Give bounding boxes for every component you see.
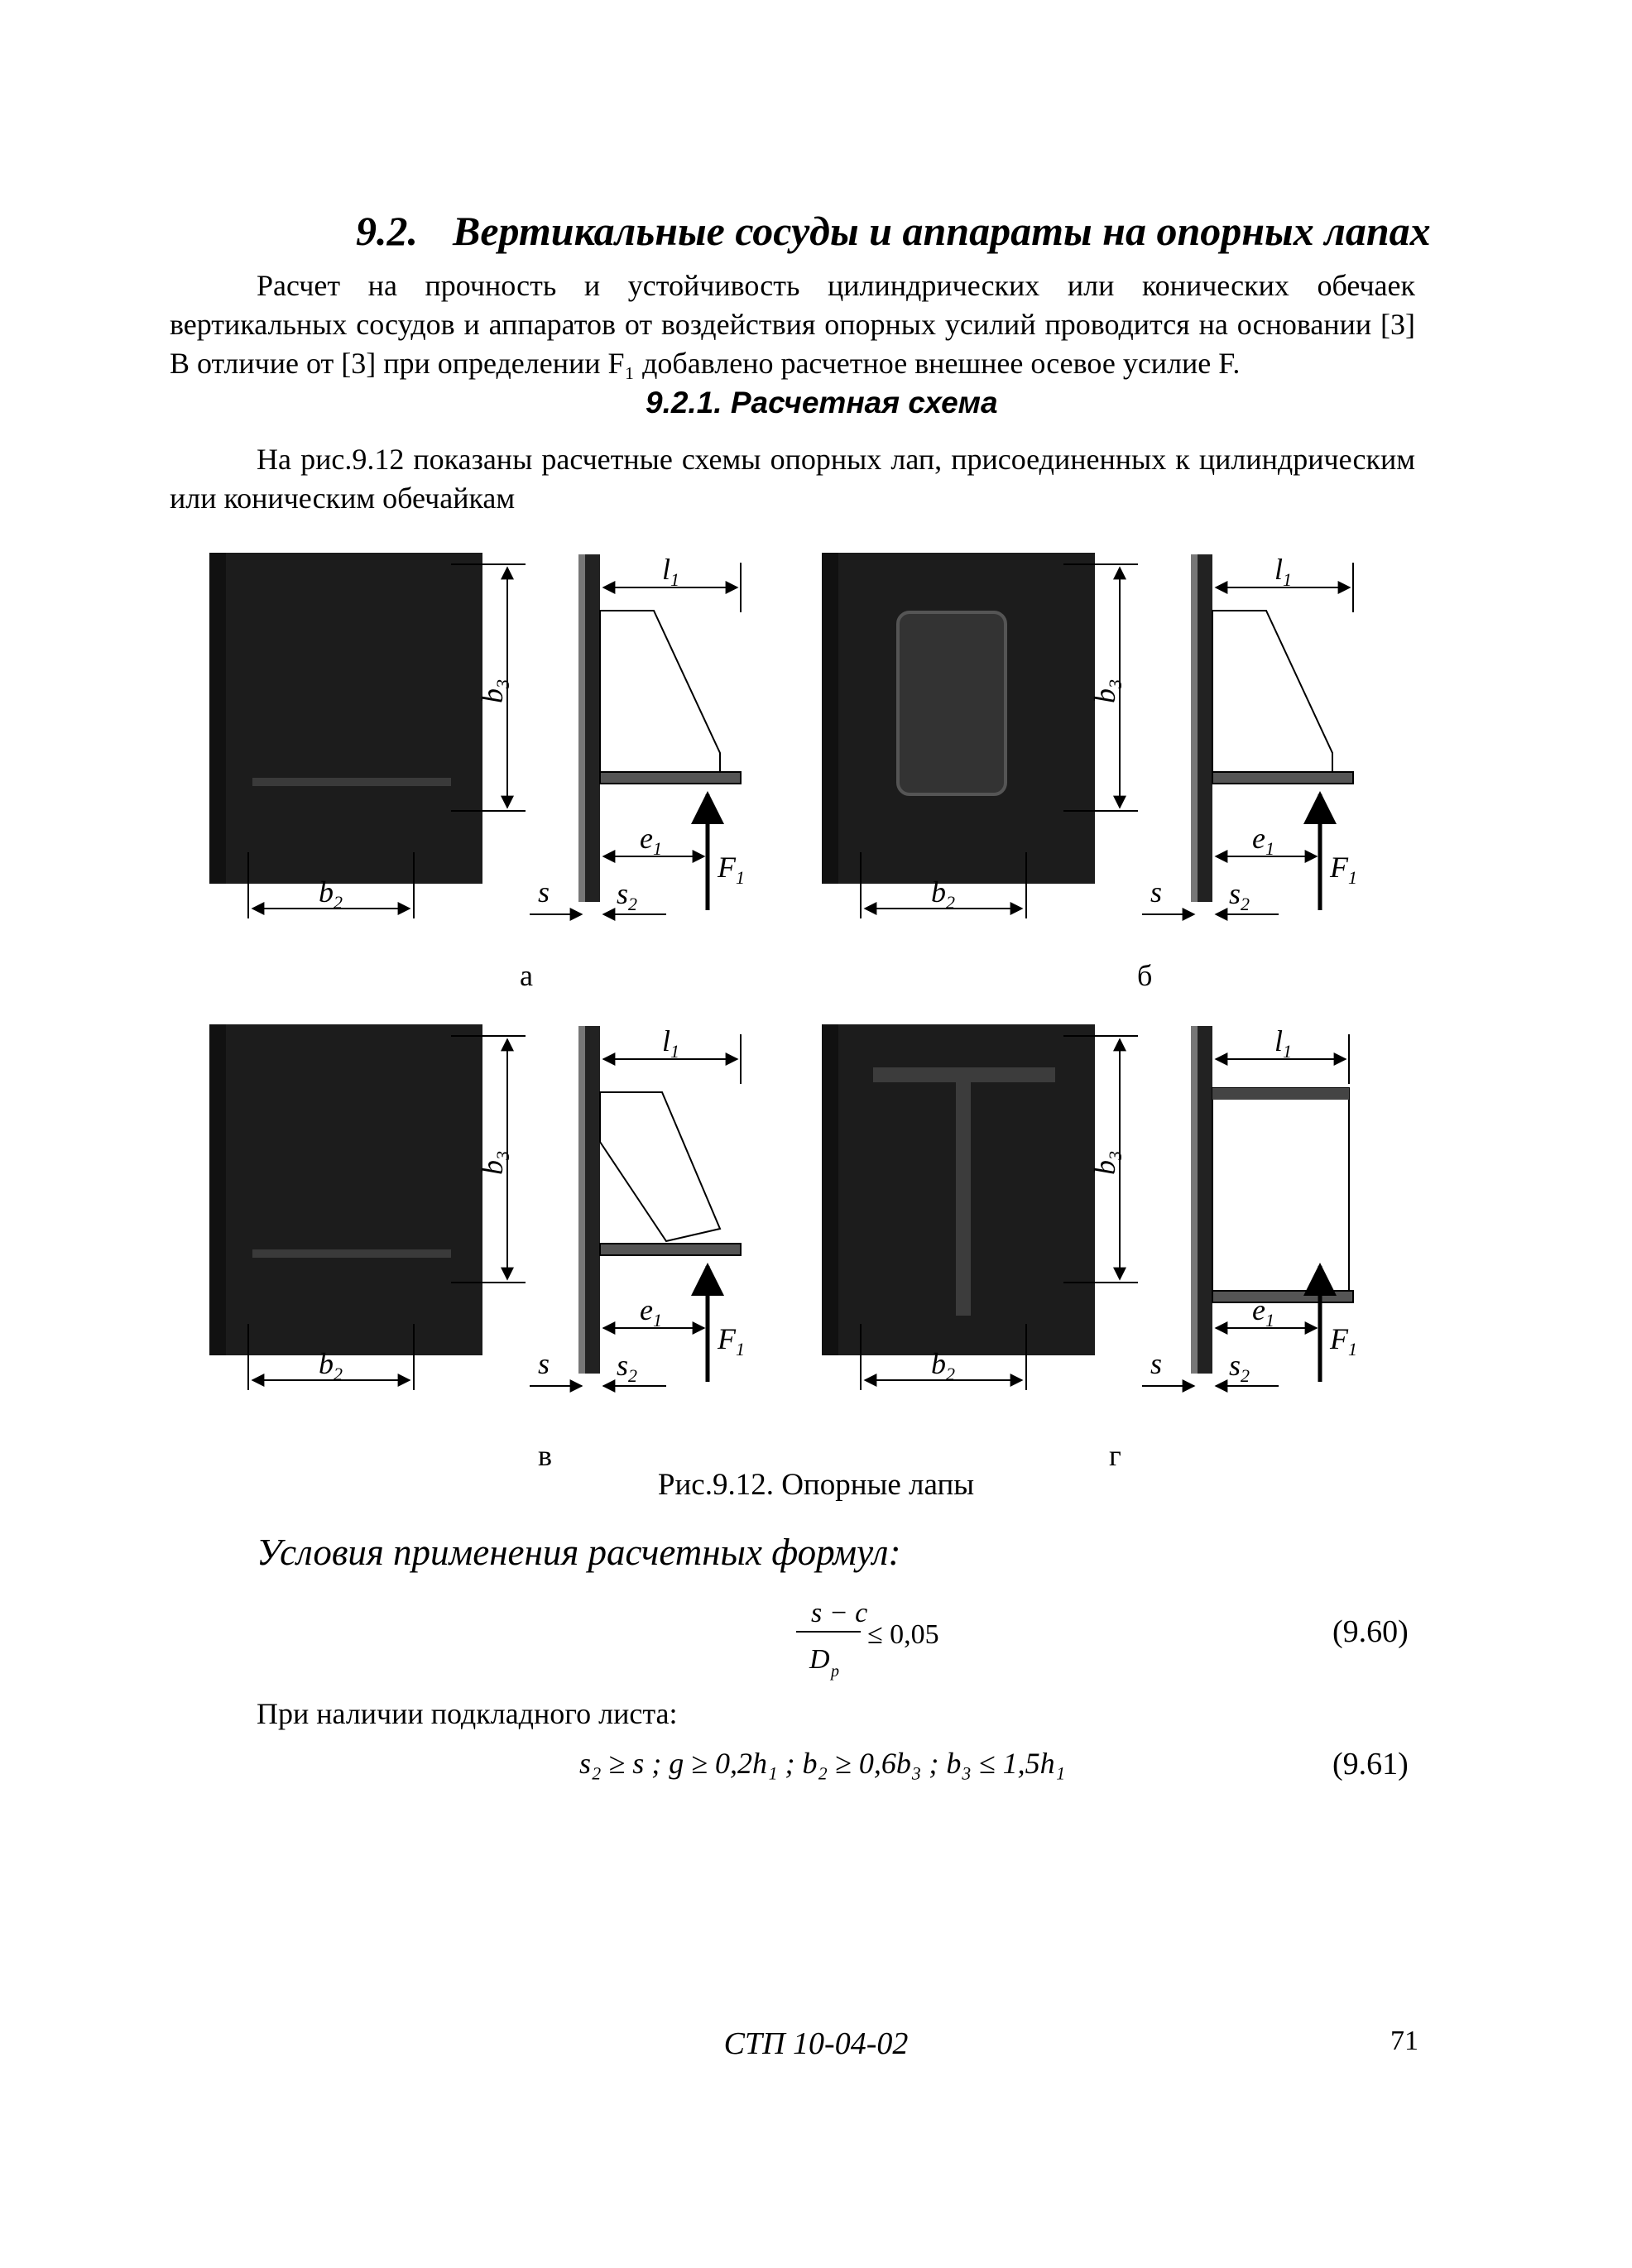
label-l1: $l_1$ <box>662 553 680 590</box>
formula-denominator-sub: p <box>831 1662 839 1681</box>
equation-number-961: (9.61) <box>1332 1747 1409 1781</box>
wall-section <box>1198 1026 1212 1374</box>
label-b2: $b_2$ <box>931 1347 955 1384</box>
formula-960 <box>761 1589 952 1688</box>
footer-doc-code: СТП 10-04-02 <box>723 2026 909 2061</box>
panel-letter-b: б <box>1137 959 1153 992</box>
section-title-text: Вертикальные сосуды и аппараты на опорных лапах <box>453 208 1431 254</box>
label-s: s <box>1150 875 1163 909</box>
subsection-title-text: Расчетная схема <box>730 386 998 420</box>
label-F1: $F_1$ <box>718 1322 745 1359</box>
figure-caption: Рис.9.12. Опорные лапы <box>657 1468 975 1502</box>
label-b2: $b_2$ <box>319 1347 343 1384</box>
section-number: 9.2. <box>356 208 418 254</box>
figure-panel-b <box>815 538 1411 939</box>
shell-block <box>209 553 482 884</box>
shell-block <box>209 1024 482 1355</box>
paragraph-figure-ref: На рис.9.12 показаны расчетные схемы опорных лап, присоединенных к цилиндрическим или коническим обечайкам <box>170 443 1415 515</box>
page-number: 71 <box>1390 2026 1418 2056</box>
wall-section <box>585 554 600 902</box>
label-l1: $l_1$ <box>662 1024 680 1062</box>
panel-letter-v: в <box>538 1439 552 1472</box>
label-F1: $F_1$ <box>718 851 745 888</box>
section-title <box>356 207 1431 255</box>
equation-number-960: (9.60) <box>1332 1614 1409 1649</box>
label-F1: $F_1$ <box>1330 1322 1357 1359</box>
label-s: s <box>538 1347 550 1380</box>
panel-letter-a: а <box>520 959 533 992</box>
lug-base-plate <box>600 1244 741 1255</box>
lug-side <box>600 1092 720 1241</box>
label-e1: $e_1$ <box>640 822 662 859</box>
lug-base-line <box>252 1249 451 1258</box>
label-s2: $s_2$ <box>617 1349 638 1386</box>
figure-panel-v <box>203 1009 799 1411</box>
subsection-title <box>646 386 998 420</box>
label-s: s <box>1150 1347 1163 1380</box>
label-e1: $e_1$ <box>640 1293 662 1331</box>
lug-base-line <box>252 778 451 786</box>
lug-base-plate <box>600 772 741 784</box>
wall-section <box>1198 554 1212 902</box>
paragraph-intro: Расчет на прочность и устойчивость цилиндрических или конических обечаек вертикальных сосудов и аппаратов от воздействия опорных усилий проводится на основании [3] В отличие от [3] при определении F₁ добавлено расчетное внешнее осевое усилие F. <box>170 269 1415 380</box>
label-s2: $s_2$ <box>617 877 638 914</box>
label-b3: $b_3$ <box>476 1151 513 1175</box>
figure-panel-g <box>815 1009 1411 1411</box>
lug-base-plate <box>1212 1291 1353 1302</box>
label-b3: $b_3$ <box>1088 1151 1126 1175</box>
label-F1: $F_1$ <box>1330 851 1357 888</box>
label-b3: $b_3$ <box>1088 679 1126 703</box>
label-l1: $l_1$ <box>1274 1024 1293 1062</box>
panel-letter-g: г <box>1109 1439 1121 1472</box>
underlay-text: При наличии подкладного листа: <box>257 1697 678 1730</box>
figure-panel-a <box>203 538 799 939</box>
lug-side <box>1212 1088 1349 1291</box>
formula-961: s₂ ≥ s ; g ≥ 0,2h₁ ; b₂ ≥ 0,6b₃ ; b₃ ≤ 1,5h₁ <box>579 1747 1066 1780</box>
label-s: s <box>538 875 550 909</box>
lug-base-plate <box>1212 772 1353 784</box>
conditions-title: Условия применения расчетных формул: <box>257 1532 901 1573</box>
lug-side <box>1212 611 1332 772</box>
formula-rhs: ≤ 0,05 <box>867 1619 939 1650</box>
label-b2: $b_2$ <box>931 875 955 913</box>
lug-outline <box>898 612 1006 794</box>
formula-denominator: D <box>809 1644 830 1675</box>
label-s2: $s_2$ <box>1229 1349 1250 1386</box>
label-e1: $e_1$ <box>1252 822 1274 859</box>
label-e1: $e_1$ <box>1252 1293 1274 1331</box>
label-s2: $s_2$ <box>1229 877 1250 914</box>
label-b3: $b_3$ <box>476 679 513 703</box>
label-b2: $b_2$ <box>319 875 343 913</box>
lug-side <box>600 611 720 772</box>
formula-numerator: s − c <box>811 1598 868 1628</box>
label-l1: $l_1$ <box>1274 553 1293 590</box>
subsection-number: 9.2.1. <box>646 386 722 420</box>
wall-section <box>585 1026 600 1374</box>
